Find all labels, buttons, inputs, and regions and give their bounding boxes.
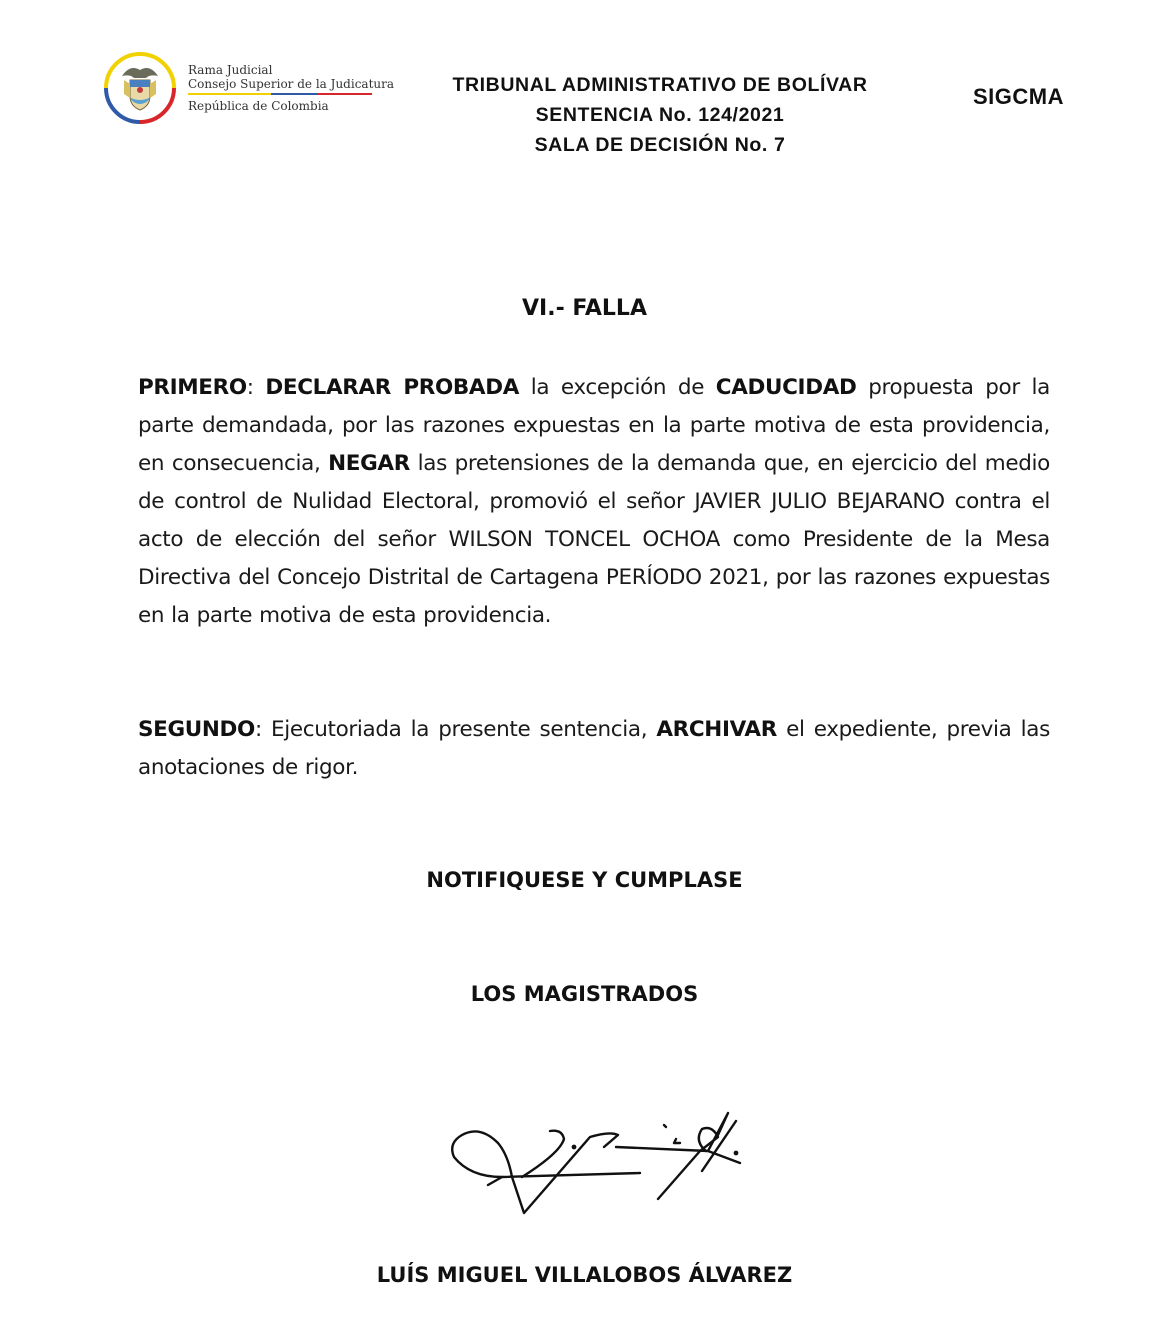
tribunal-title: TRIBUNAL ADMINISTRATIVO DE BOLÍVAR — [452, 74, 868, 96]
segundo-sep: : — [254, 717, 272, 742]
primero-text-1: la excepción de — [519, 375, 716, 400]
signer-name: LUÍS MIGUEL VILLALOBOS ÁLVAREZ — [376, 1263, 793, 1287]
segundo-bold-archivar: ARCHIVAR — [656, 717, 777, 742]
document-header-titles — [410, 70, 910, 160]
primero-text-2: propuesta por la parte demandada, por las razones expuestas en la parte motiva de esta providencia, en consecuencia, — [138, 375, 1050, 476]
primero-bold-declarar: DECLARAR PROBADA — [265, 375, 520, 400]
logo-line-consejo: Consejo Superior de la Judicatura — [188, 77, 395, 91]
logo-text — [188, 63, 395, 113]
closing-notifiquese: NOTIFIQUESE Y CUMPLASE — [426, 868, 743, 892]
primero-label: PRIMERO — [138, 375, 247, 400]
segundo-text-1: Ejecutoriada la presente sentencia, — [271, 717, 657, 742]
segundo-label: SEGUNDO — [138, 717, 255, 742]
logo-tricolor-rule — [188, 93, 372, 95]
colombia-coat-of-arms-icon — [102, 50, 178, 126]
handwritten-signature — [440, 1085, 760, 1225]
segundo-text-2: el expediente, previa las anotaciones de rigor. — [138, 717, 1050, 780]
logo-line-republica: República de Colombia — [188, 99, 329, 113]
sentencia-number: SENTENCIA No. 124/2021 — [535, 104, 785, 126]
primero-sep: : — [246, 375, 266, 400]
resolution-segundo — [138, 711, 1050, 787]
signatories-heading: LOS MAGISTRADOS — [470, 982, 699, 1006]
rama-judicial-logo — [102, 50, 395, 130]
primero-bold-negar: NEGAR — [328, 451, 410, 476]
sigcma-label: SIGCMA — [973, 84, 1064, 109]
section-title: VI.- FALLA — [522, 296, 647, 321]
logo-line-rama-judicial: Rama Judicial — [188, 63, 273, 77]
resolution-primero — [138, 369, 1050, 635]
primero-bold-caducidad: CADUCIDAD — [715, 375, 857, 400]
sala-decision: SALA DE DECISIÓN No. 7 — [534, 134, 786, 156]
primero-text-3: las pretensiones de la demanda que, en ejercicio del medio de control de Nulidad Electoral, promovió el señor JAVIER JULIO BEJARANO contra el acto de elección del señor WILSON TONCEL OCHOA como Presidente de la Mesa Directiva del Concejo Distrital de Cartagena PERÍODO 2021, por las razones expuestas en la parte motiva de esta providencia. — [138, 451, 1050, 628]
